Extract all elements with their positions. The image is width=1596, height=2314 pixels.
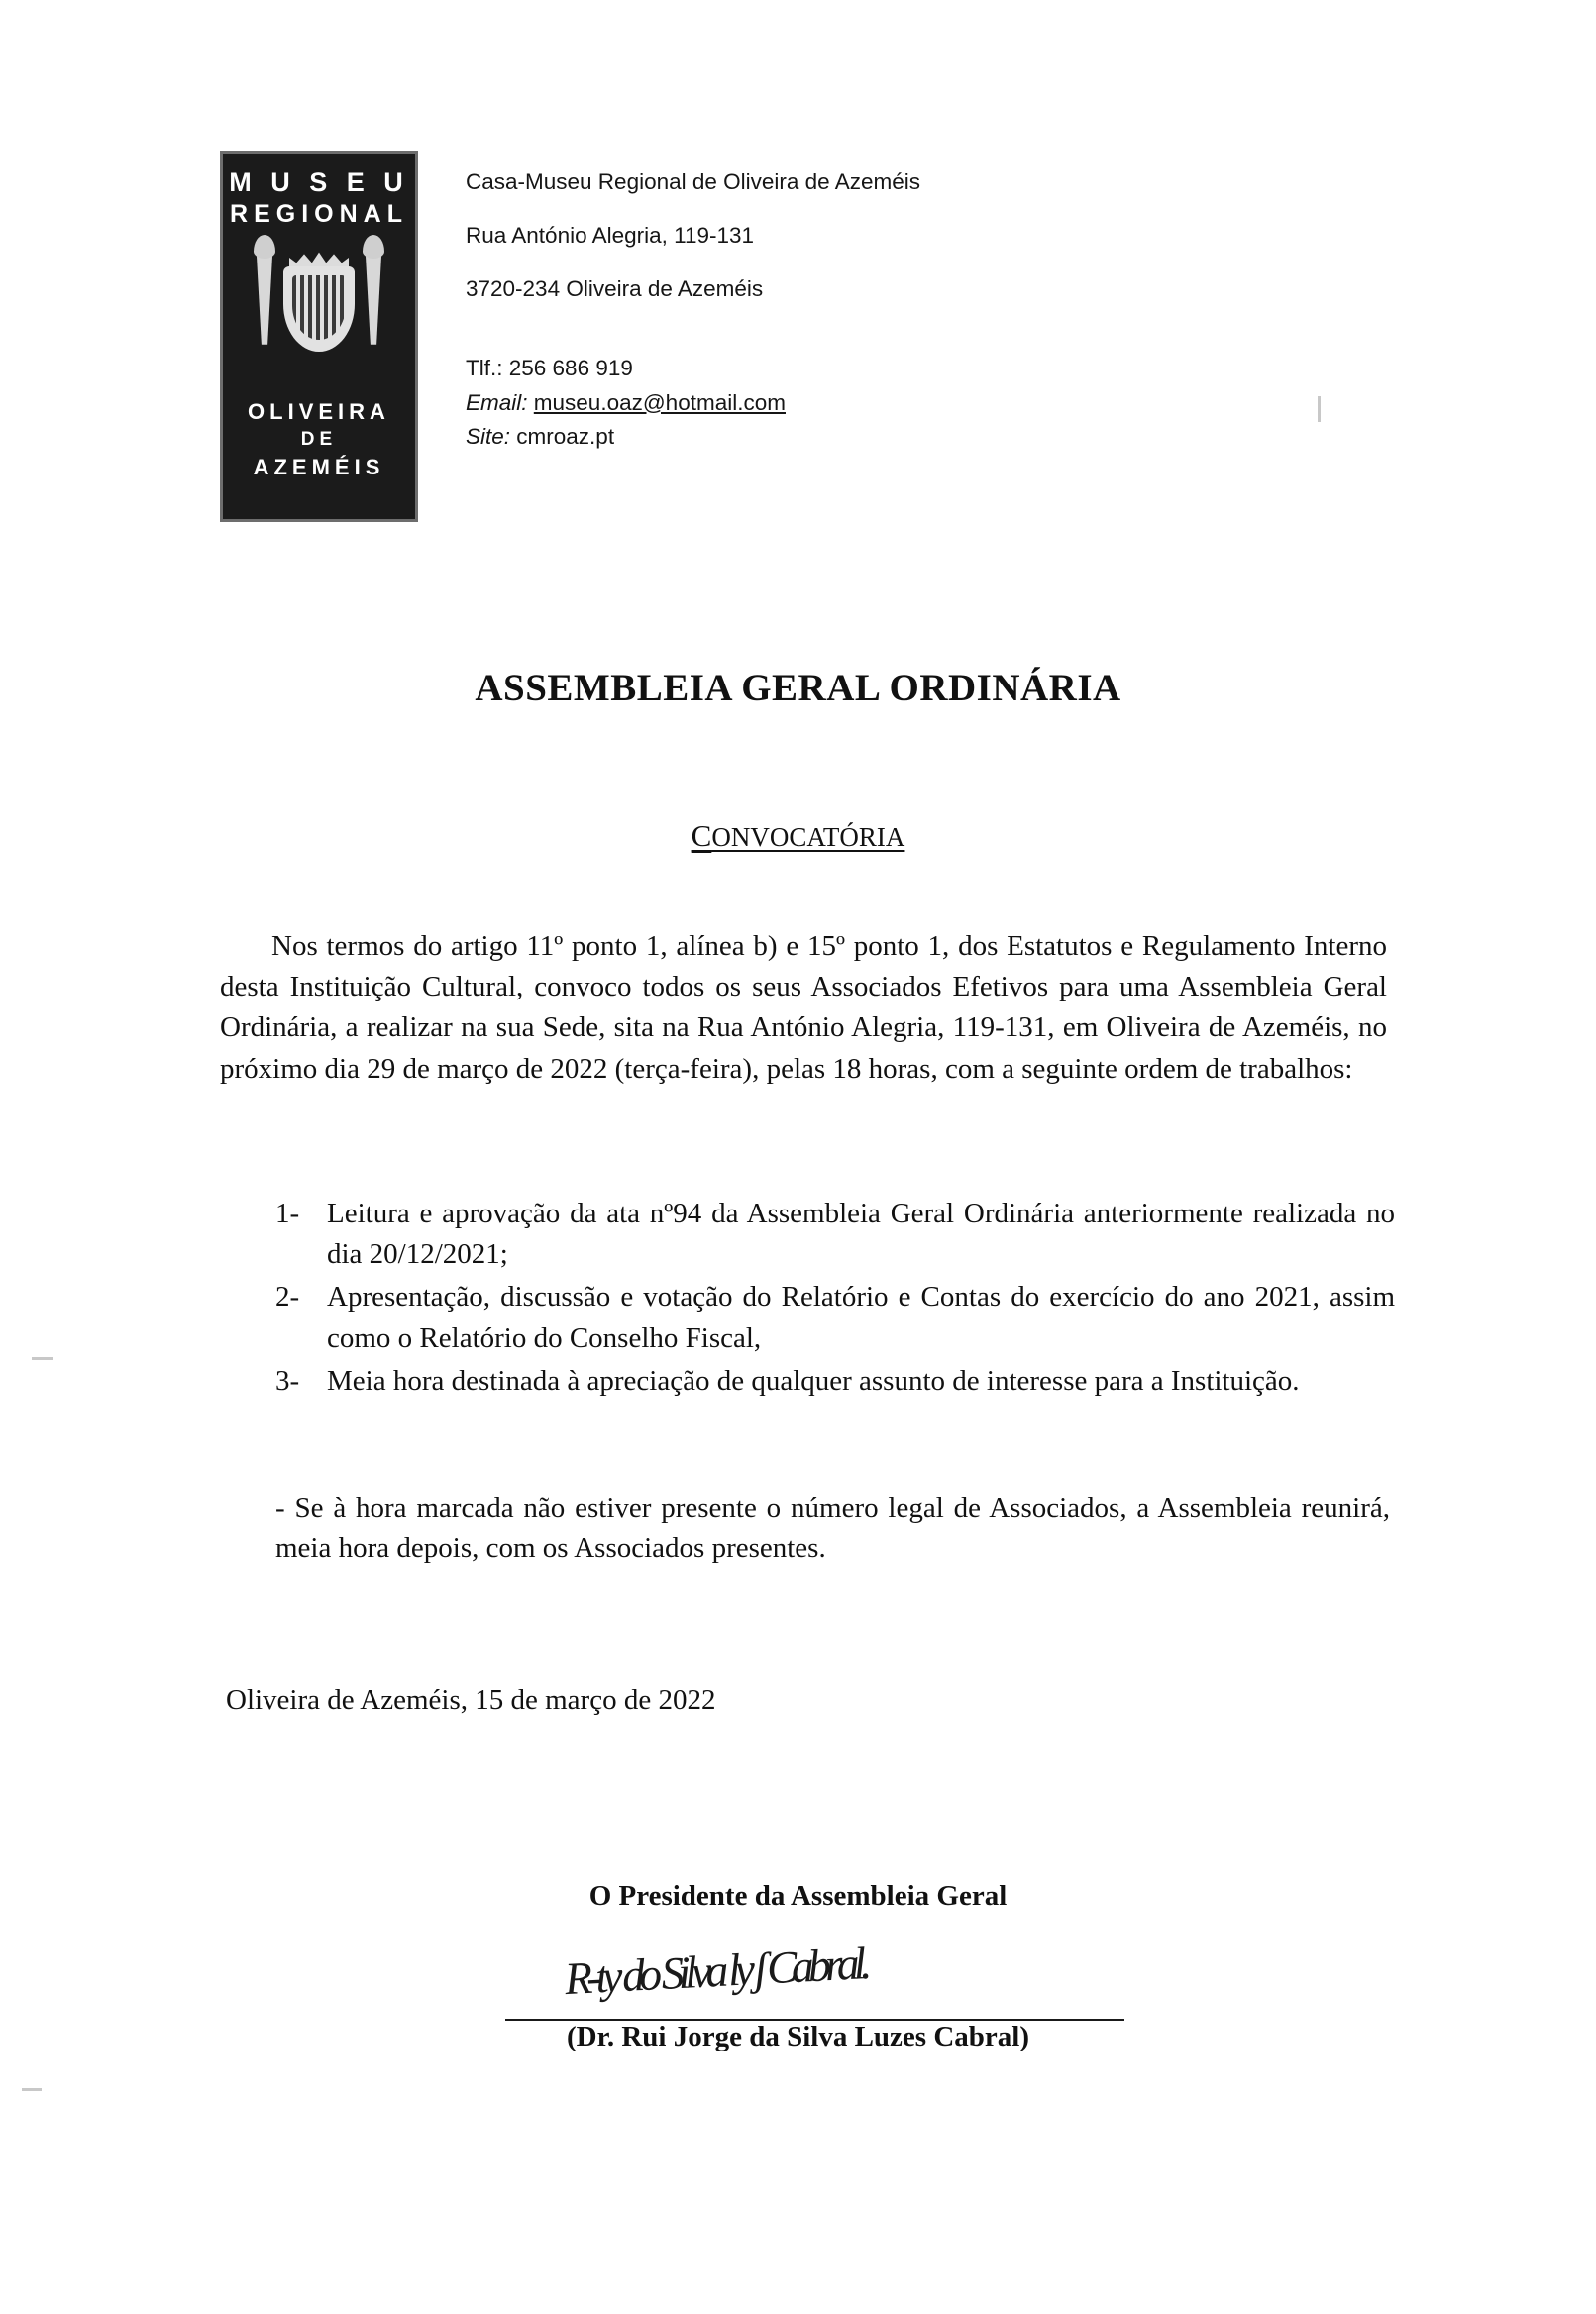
intro-paragraph [220,926,1387,1090]
document-subtitle [0,818,1596,854]
intro-text: Nos termos do artigo 11º ponto 1, alínea b) e 15º ponto 1, dos Estatutos e Regulamento Interno desta Instituição Cultural, convoco todos os seus Associados Efetivos para uma Assembleia Geral Ordinária, a realizar na sua Sede, sita na Rua António Alegria, 119-131, em Oliveira de Azeméis, no próximo dia 29 de março de 2022 (terça-feira), pelas 18 horas, com a seguinte ordem de trabalhos: [220,930,1387,1085]
agenda-item-number: 3- [275,1364,300,1397]
letterhead-address [466,151,920,457]
logo-line-regional: REGIONAL [230,200,408,229]
phone-number: Tlf.: 256 686 919 [466,356,633,381]
address-street: Rua António Alegria, 119-131 [466,223,755,249]
signatory-name: (Dr. Rui Jorge da Silva Luzes Cabral) [567,2021,1029,2052]
agenda-item-text: Meia hora destinada à apreciação de qualquer assunto de interesse para a Instituição. [327,1364,1300,1397]
org-name: Casa-Museu Regional de Oliveira de Azeméis [466,169,920,194]
list-item [275,1194,1395,1275]
museum-logo [220,151,418,522]
scan-artifact [32,1357,53,1360]
email-label: Email: [466,389,528,415]
site-line [466,423,920,451]
subtitle-text [691,818,905,853]
agenda-item-text: Apresentação, discussão e votação do Relatório e Contas do exercício do ano 2021, assim como o Relatório do Conselho Fiscal, [327,1281,1395,1354]
subtitle-initial: C [691,818,712,853]
agenda-item-number: 2- [275,1281,300,1314]
site-address[interactable]: cmroaz.pt [516,423,615,449]
site-label: Site: [466,423,511,449]
crest-icon [250,245,388,393]
agenda-item-text: Leitura e aprovação da ata nº94 da Assembleia Geral Ordinária anteriormente realizada no dia 20/12/2021; [327,1198,1395,1271]
agenda-list [275,1194,1395,1404]
letterhead [220,151,920,522]
agenda-item-number: 1- [275,1198,300,1229]
address-city: 3720-234 Oliveira de Azeméis [466,276,764,302]
email-address[interactable]: museu.oaz@hotmail.com [533,389,786,415]
place-and-date: Oliveira de Azeméis, 15 de março de 2022 [226,1684,716,1716]
handwritten-signature: R-ty do Silva ly ʃ Cabral. [563,1938,868,2005]
list-item [275,1277,1395,1358]
page-title: ASSEMBLEIA GERAL ORDINÁRIA [475,667,1121,709]
quorum-note: - Se à hora marcada não estiver presente o número legal de Associados, a Assembleia reunirá, meia hora depois, com os Associados presentes. [275,1492,1390,1565]
logo-line-azemeis: AZEMÉIS [253,454,385,479]
scan-artifact [22,2088,42,2091]
list-item [275,1361,1395,1402]
scan-artifact [1318,396,1321,422]
logo-line-oliveira: OLIVEIRA [248,398,390,424]
logo-line-museu: M U S E U [229,167,409,197]
contact-block [466,355,920,450]
email-line [466,389,920,417]
signature-title: O Presidente da Assembleia Geral [588,1880,1008,1912]
logo-line-de: DE [300,428,338,450]
subtitle-rest: ONVOCATÓRIA [711,822,905,852]
